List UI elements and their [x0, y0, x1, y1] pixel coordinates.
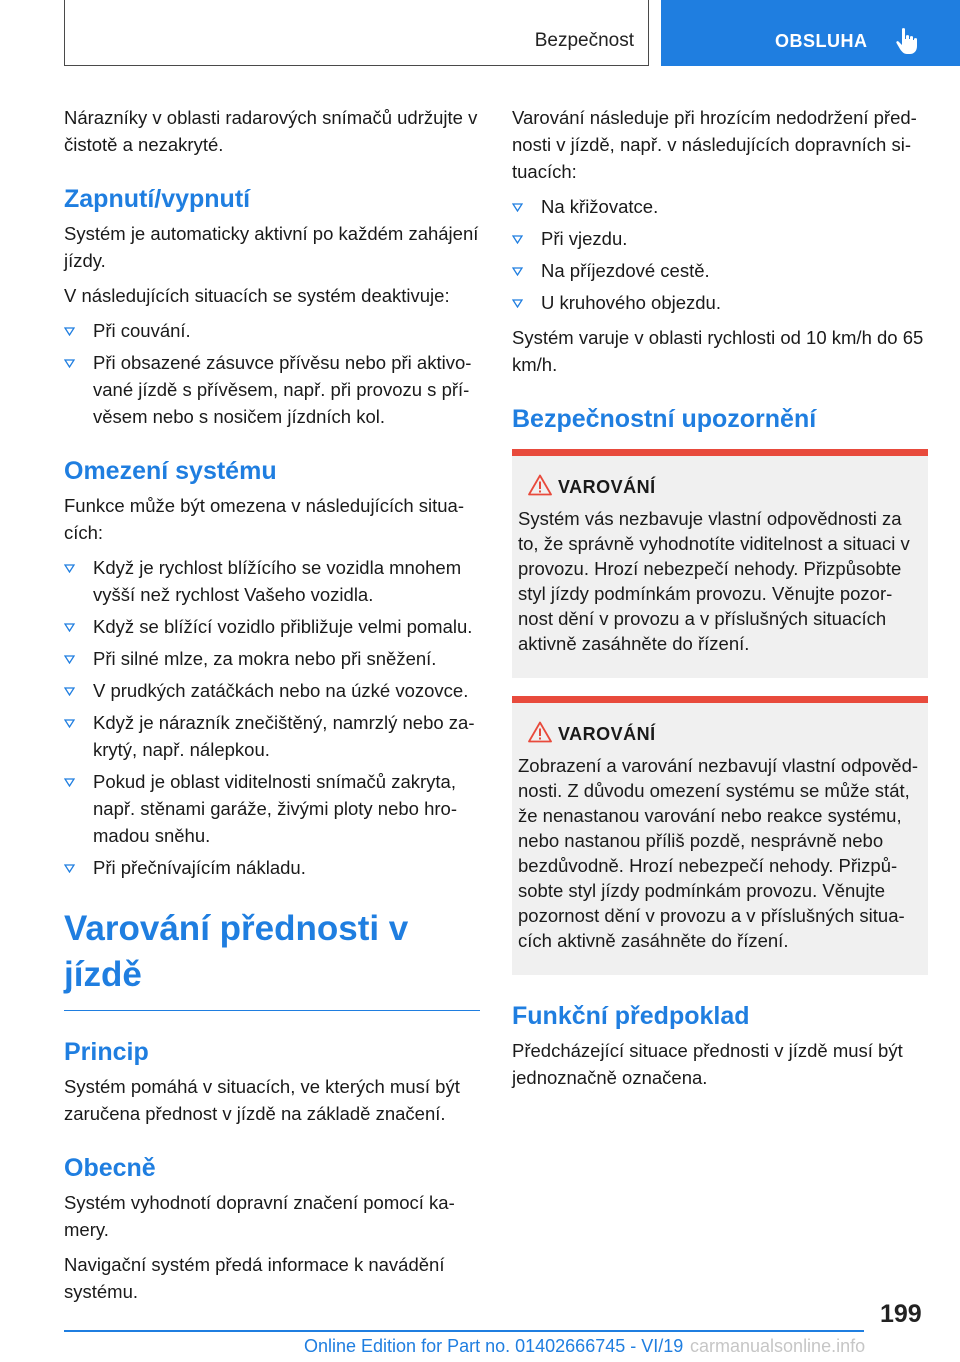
pointing-hand-icon [895, 27, 919, 55]
paragraph: Předcházející situace přednosti v jízdě musí být jednoznačně označena. [512, 1040, 903, 1088]
warning-triangle-icon [528, 721, 552, 743]
right-column [512, 104, 928, 1099]
heading-general: Obecně [64, 1154, 156, 1182]
heading-safety: Bezpečnostní upozornění [512, 405, 817, 433]
intro-paragraph: Nárazníky v oblasti radarových snímačů udržujte v čistotě a nezakryté. [64, 107, 478, 155]
list-item: Když je rychlost blížícího se vozidla mnohem vyšší než rychlost Vašeho vozidla. [64, 554, 480, 608]
triangle-bullet-icon [64, 778, 75, 787]
triangle-bullet-icon [64, 719, 75, 728]
warning-text: Zobrazení a varování nezbavují vlastní odpovědnosti. Z důvodu omezení systému se může stát, že nenastanou varování nebo reakce systému, nebo nastanou příliš pozdě, nesprávně nebo bezdůvodně. Hrozí nebezpečí nehody. Přizpůsobte styl jízdy podmínkám provozu. Věnujte pozornost dění v provozu a v příslušných situacích aktivně zasáhněte do řízení. [518, 755, 919, 951]
list-item: U kruhového objezdu. [512, 289, 928, 316]
list-item: Na křižovatce. [512, 193, 928, 220]
list-item: Při vjezdu. [512, 225, 928, 252]
paragraph: V následujících situacích se systém deaktivuje: [64, 285, 450, 306]
paragraph: Systém pomáhá v situacích, ve kterých musí být zaručena přednost v jízdě na základě značení. [64, 1076, 460, 1124]
heading-limits: Omezení systému [64, 457, 277, 485]
list-item: Při couvání. [64, 317, 480, 344]
list-item: Při silné mlze, za mokra nebo při sněžení. [64, 645, 480, 672]
paragraph: Varování následuje při hrozícím nedodržení přednosti v jízdě, např. v následujících dopravních situacích: [512, 107, 917, 182]
list-item: Když se blížící vozidlo přibližuje velmi pomalu. [64, 613, 480, 640]
triangle-bullet-icon [512, 235, 523, 244]
triangle-bullet-icon [64, 687, 75, 696]
list-item: Na příjezdové cestě. [512, 257, 928, 284]
triangle-bullet-icon [64, 623, 75, 632]
triangle-bullet-icon [512, 299, 523, 308]
warning-header [518, 474, 922, 504]
list-item: V prudkých zatáčkách nebo na úzké vozovce. [64, 677, 480, 704]
list-item: Při přečnívajícím nákladu. [64, 854, 480, 881]
triangle-bullet-icon [64, 359, 75, 368]
triangle-bullet-icon [64, 564, 75, 573]
situations-list [512, 193, 928, 316]
footer-edition: Online Edition for Part no. 01402666745 - VI/19 [304, 1336, 684, 1356]
deactivation-list [64, 317, 480, 430]
warning-box [512, 696, 928, 975]
paragraph: Systém vyhodnotí dopravní značení pomocí kamery. [64, 1192, 455, 1240]
warning-header [518, 721, 922, 751]
header-chapter-tab[interactable] [661, 0, 960, 66]
triangle-bullet-icon [64, 864, 75, 873]
warning-text: Systém vás nezbavuje vlastní odpovědnosti za to, že správně vyhodnotíte viditelnost a situaci v provozu. Hrozí nebezpečí nehody. Přizpůsobte styl jízdy podmínkám provozu. Věnujte pozornost dění v provozu a v příslušných situacích aktivně zasáhněte do řízení. [518, 508, 910, 654]
heading-precondition: Funkční předpoklad [512, 1002, 750, 1030]
header-chapter-label: OBSLUHA [775, 31, 868, 51]
limits-list [64, 554, 480, 881]
header-section-box [64, 0, 649, 66]
warning-title: VAROVÁNÍ [558, 724, 656, 744]
warning-box [512, 449, 928, 678]
warning-triangle-icon [528, 474, 552, 496]
heading-on-off: Zapnutí/vypnutí [64, 185, 251, 213]
warning-title: VAROVÁNÍ [558, 477, 656, 497]
left-column [64, 104, 480, 1313]
header-section-title: Bezpečnost [534, 30, 634, 51]
triangle-bullet-icon [64, 655, 75, 664]
heading-principle: Princip [64, 1038, 149, 1066]
main-heading: Varování přednosti v jízdě [64, 906, 480, 1011]
triangle-bullet-icon [512, 203, 523, 212]
page-number: 199 [880, 1300, 922, 1328]
triangle-bullet-icon [512, 267, 523, 276]
paragraph: Systém varuje v oblasti rychlosti od 10 km/h do 65 km/h. [512, 327, 924, 375]
list-item: Pokud je oblast viditelnosti snímačů zakryta, např. stěnami garáže, živými ploty nebo hromadou sněhu. [64, 768, 480, 849]
footer-divider [64, 1330, 864, 1332]
paragraph: Systém je automaticky aktivní po každém zahájení jízdy. [64, 223, 479, 271]
triangle-bullet-icon [64, 327, 75, 336]
list-item: Když je nárazník znečištěný, namrzlý nebo zakrytý, např. nálepkou. [64, 709, 480, 763]
footer-watermark: carmanualsonline.info [690, 1336, 866, 1356]
paragraph: Funkce může být omezena v následujících situacích: [64, 495, 465, 543]
list-item: Při obsazené zásuvce přívěsu nebo při aktivované jízdě s přívěsem, např. při provozu s přívěsem nebo s nosičem jízdních kol. [64, 349, 480, 430]
paragraph: Navigační systém předá informace k navádění systému. [64, 1254, 445, 1302]
